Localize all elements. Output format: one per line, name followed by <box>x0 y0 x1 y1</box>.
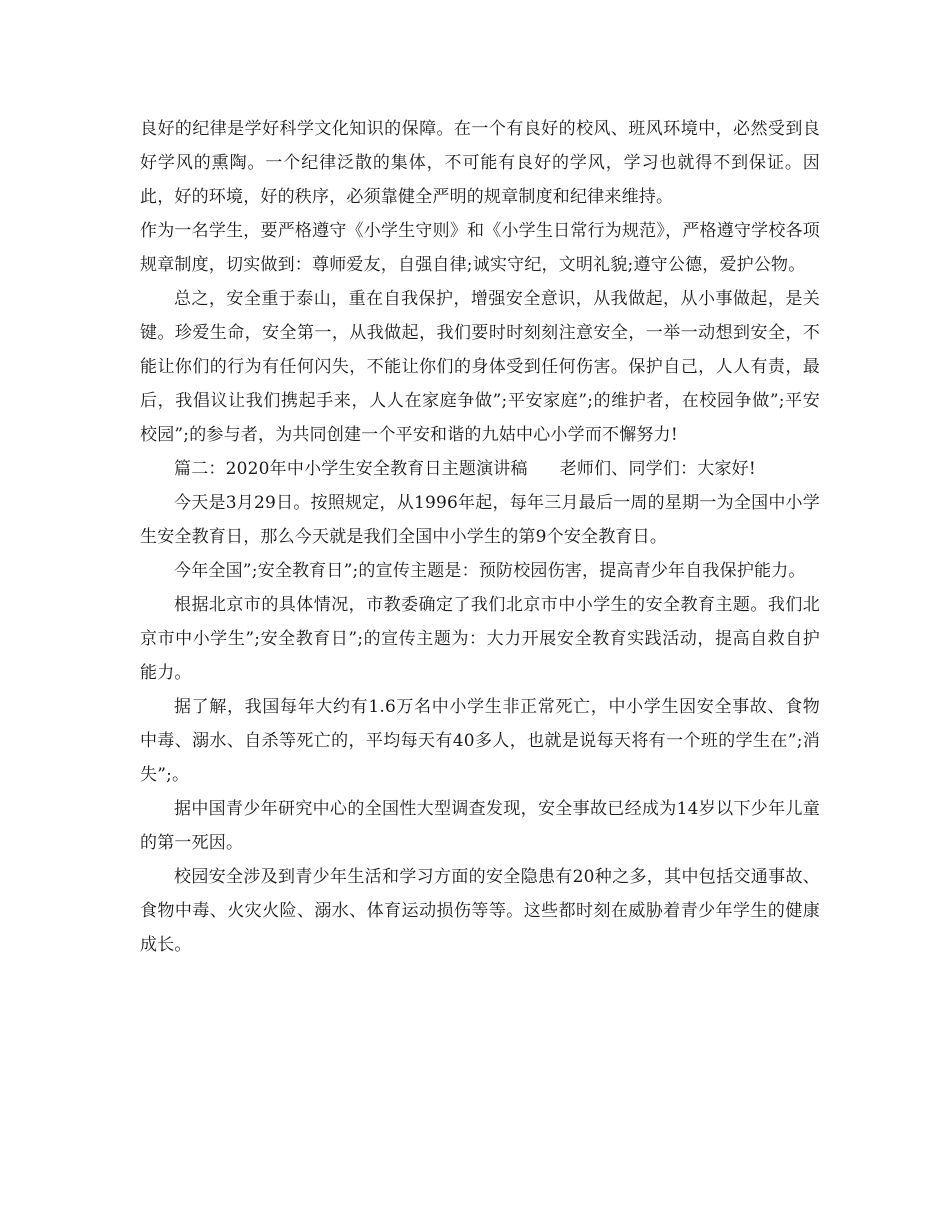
speech-greeting: 老师们、同学们：大家好! <box>559 459 756 479</box>
paragraph-safety-day-date: 今天是3月29日。按照规定，从1996年起，每年三月最后一周的星期一为全国中小学生安全教育日，那么今天就是我们全国中小学生的第9个安全教育日。 <box>140 493 820 547</box>
document-body <box>140 112 820 962</box>
paragraph-national-theme: 今年全国”;安全教育日”;的宣传主题是：预防校园伤害，提高青少年自我保护能力。 <box>174 561 806 581</box>
paragraph-beijing-theme: 根据北京市的具体情况，市教委确定了我们北京市中小学生的安全教育主题。我们北京市中小学生”;安全教育日”;的宣传主题为：大力开展安全教育实践活动，提高自救自护能力。 <box>140 595 820 683</box>
paragraph-student-rules: 作为一名学生，要严格遵守《小学生守则》和《小学生日常行为规范》，严格遵守学校各项规章制度，切实做到：尊师爱友，自强自律;诚实守纪，文明礼貌;遵守公德，爱护公物。 <box>140 221 820 275</box>
paragraph-campus-hazards: 校园安全涉及到青少年生活和学习方面的安全隐患有20种之多，其中包括交通事故、食物中毒、火灾火险、溺水、体育运动损伤等等。这些都时刻在威胁着青少年学生的健康成长。 <box>140 867 820 955</box>
paragraph-statistics: 据了解，我国每年大约有1.6万名中小学生非正常死亡，中小学生因安全事故、食物中毒、溺水、自杀等死亡的，平均每天有40多人，也就是说每天将有一个班的学生在”;消失”;。 <box>140 697 820 785</box>
paragraph-speech-heading <box>140 452 820 486</box>
paragraph-discipline: 良好的纪律是学好科学文化知识的保障。在一个有良好的校风、班风环境中，必然受到良好学风的熏陶。一个纪律泛散的集体，不可能有良好的学风，学习也就得不到保证。因此，好的环境，好的秩序，必须靠健全严明的规章制度和纪律来维持。 <box>140 119 820 207</box>
paragraph-conclusion: 总之，安全重于泰山，重在自我保护，增强安全意识，从我做起，从小事做起，是关键。珍爱生命，安全第一，从我做起，我们要时时刻刻注意安全，一举一动想到安全，不能让你们的行为有任何闪失，不能让你们的身体受到任何伤害。保护自己，人人有责，最后，我倡议让我们携起手来，人人在家庭争做”;平安家庭”;的维护者，在校园争做”;平安校园”;的参与者，为共同创建一个平安和谐的九姑中心小学而不懈努力! <box>140 289 820 445</box>
speech-title: 篇二：2020年中小学生安全教育日主题演讲稿 <box>174 459 528 479</box>
paragraph-survey: 据中国青少年研究中心的全国性大型调查发现，安全事故已经成为14岁以下少年儿童的第一死因。 <box>140 799 820 853</box>
